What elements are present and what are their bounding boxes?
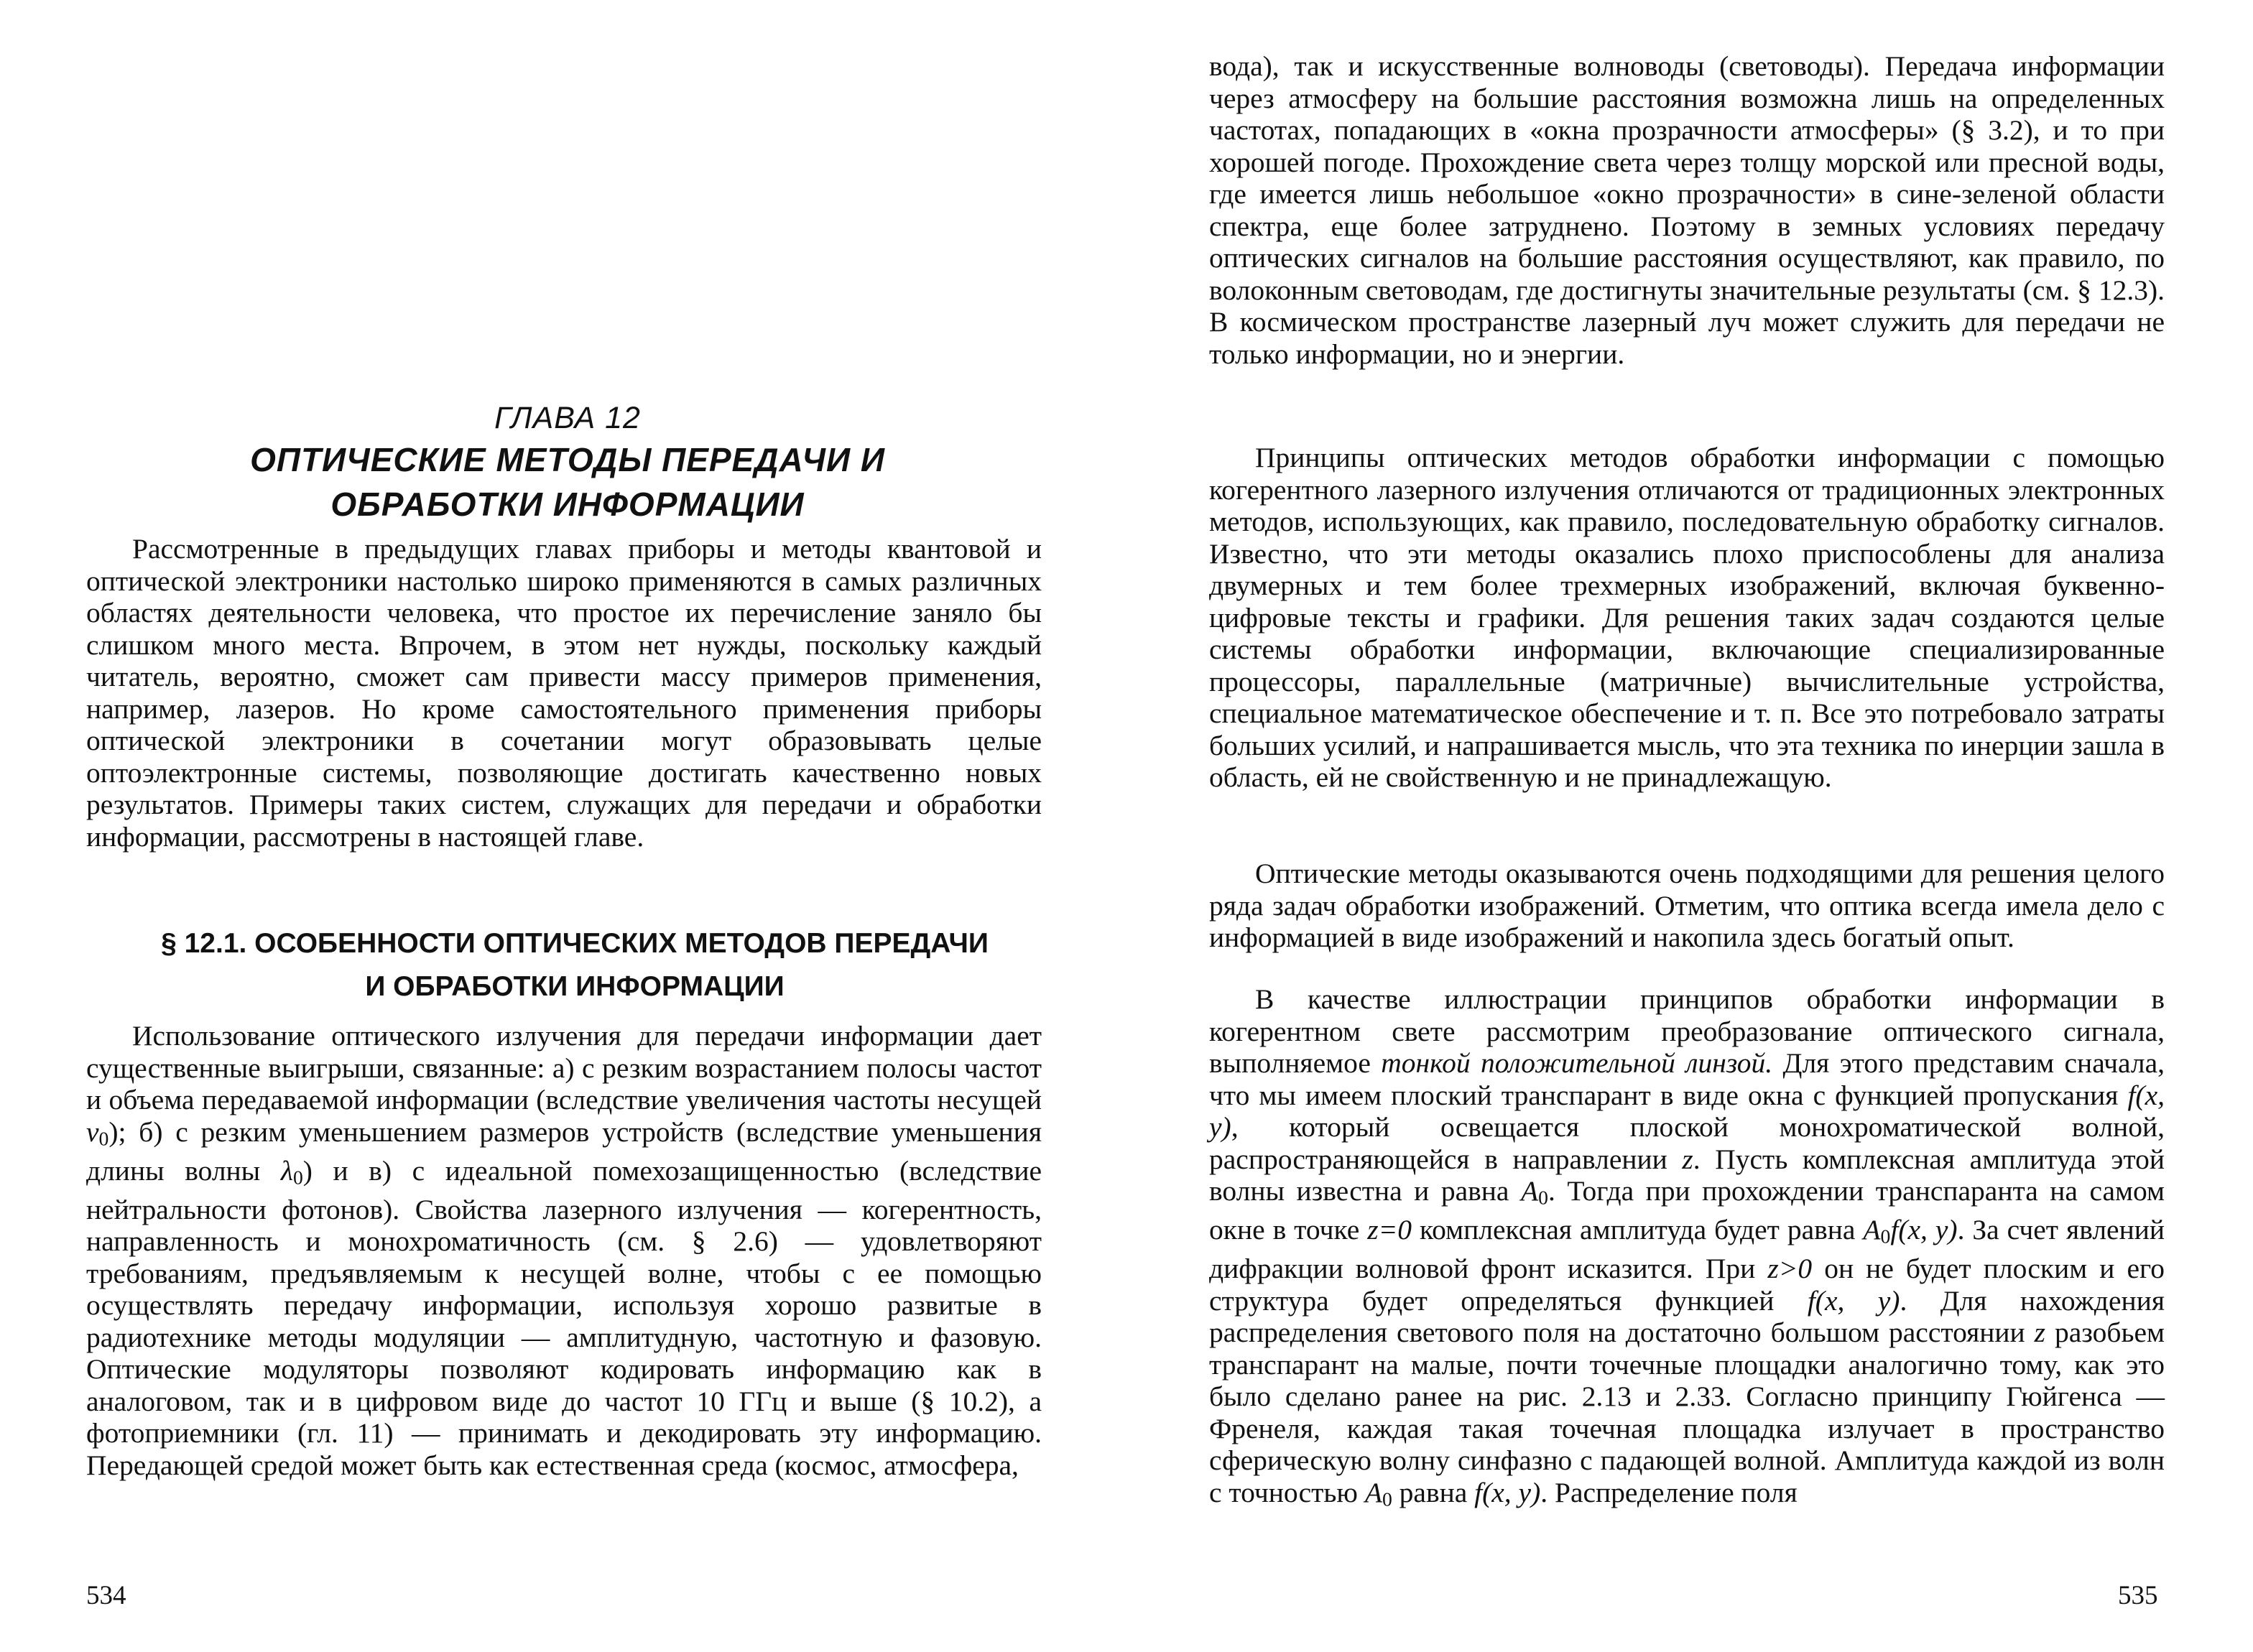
lambda0-symbol: λ (280, 1154, 293, 1187)
processing-principles-paragraph: Принципы оптических методов обработки информации с помощью когерентного лазерного излучения отличаются от традиционных электронных методов, использующих, как правило, последовательную обработку сигналов. Известно, что эти методы оказались плохо приспособлены для анализа двумерных и тем более трехмерных изображений, включая буквенно-цифровые тексты и графики. Для решения таких задач создаются целые системы обработки информации, включающие специализированные процессоры, параллельные (матричные) вычислительные устройства, специальное математическое обеспечение и т. п. Все это потребовало затраты больших усилий, и напрашивается мысль, что эта техника по инерции зашла в область, ей не свойственную и не принадлежащую. (1209, 442, 2165, 793)
p4-text-6: комплексная амплитуда будет равна (1411, 1214, 1864, 1246)
z-equals-zero: z=0 (1367, 1214, 1412, 1246)
page-number-right: 535 (2118, 1581, 2158, 1610)
thin-lens-term: тонкой положительной линзой. (1381, 1047, 1773, 1079)
body-text-1: Использование оптического излучения для передачи информации дает существенные выигрыши, связанные: а) с резким возрастанием полосы частот и объема передаваемой информации (вследствие увеличения частоты несущей (86, 1020, 1042, 1115)
page-number-left: 534 (86, 1581, 126, 1610)
p4-text-8: он не будет плоским и его структура будет определяться функцией (1209, 1253, 2165, 1317)
a0-symbol: A (1364, 1476, 1382, 1508)
section-heading (108, 922, 1042, 1008)
p4-text-4: . Пусть комплексная амплитуда этой волны известна и равна (1209, 1143, 2165, 1207)
continuation-paragraph: вода), так и искусственные волноводы (световоды). Передача информации через атмосферу на большие расстояния возможна лишь на определенных частотах, попадающих в «окна прозрачности атмосферы» (§ 3.2), и то при хорошей погоде. Прохождение света через толщу морской или пресной воды, где имеется лишь небольшое «окно прозрачности» в сине-зеленой области спектра, еще более затруднено. Поэтому в земных условиях передачу оптических сигналов на большие расстояния осуществляют, как правило, по волоконным световодам, где достигнуты значительные результаты (см. § 12.3). В космическом пространстве лазерный луч может служить для передачи не только информации, но и энергии. (1209, 50, 2165, 370)
p4-text-5: . Тогда при прохождении транспаранта на самом окне в точке (1209, 1175, 2165, 1246)
a0-subscript: 0 (1538, 1186, 1548, 1209)
fxy-formula: f(x, y) (1209, 1079, 2165, 1143)
p4-text-3: , который освещается плоской монохроматической волной, распространяющейся в направлении (1209, 1111, 2165, 1175)
chapter-title-line-1: ОПТИЧЕСКИЕ МЕТОДЫ ПЕРЕДАЧИ И (250, 441, 885, 478)
z-greater-zero: z>0 (1767, 1253, 1813, 1285)
fxy-formula: f(x, y) (1890, 1214, 1958, 1246)
p4-text-1: В качестве иллюстрации принципов обработки информации в когерентном свете рассмотрим преобразование оптического сигнала, выполняемое (1209, 983, 2165, 1079)
p4-text-7: . За счет явлений дифракции волновой фронт исказится. При (1209, 1214, 2165, 1285)
fxy-formula: f(x, y) (1807, 1284, 1900, 1317)
z-symbol: z (1682, 1143, 1693, 1175)
chapter-title-line-2: ОБРАБОТКИ ИНФОРМАЦИИ (330, 486, 805, 523)
body-paragraph (86, 1020, 1042, 1481)
a0-symbol: A (1520, 1175, 1539, 1207)
chapter-label: ГЛАВА 12 (494, 401, 641, 435)
p4-text-10: разобьем транспарант на малые, почти точечные площадки аналогично тому, как это было сделано ранее на рис. 2.13 и 2.33. Согласно принципу Гюйгенса — Френеля, каждая такая точечная площадка излучает в пространство сферическую волну синфазно с падающей волной. Амплитуда каждой из волн с точностью (1209, 1317, 2165, 1508)
left-page (0, 0, 1126, 1652)
a0-subscript: 0 (1880, 1225, 1891, 1248)
body-text-2: ); б) с резким уменьшением размеров устройств (вследствие уменьшения длины волны (86, 1115, 1042, 1187)
intro-paragraph: Рассмотренные в предыдущих главах приборы и методы квантовой и оптической электроники настолько широко применяются в самых различных областях деятельности человека, что простое их перечисление заняло бы слишком много места. Впрочем, в этом нет нужды, поскольку каждый читатель, вероятно, сможет сам привести массу примеров применения, например, лазеров. Но кроме самостоятельного применения приборы оптической электроники в сочетании могут образовывать целые оптоэлектронные системы, позволяющие достигать качественно новых результатов. Примеры таких систем, служащих для передачи и обработки информации, рассмотрены в настоящей главе. (86, 533, 1042, 853)
chapter-heading (86, 399, 1049, 526)
optical-methods-paragraph: Оптические методы оказываются очень подходящими для решения целого ряда задач обработки изображений. Отметим, что оптика всегда имела дело с информацией в виде изображений и накопила здесь богатый опыт. (1209, 858, 2165, 953)
a0-subscript: 0 (1382, 1488, 1392, 1511)
a0-symbol: A (1863, 1214, 1881, 1246)
p4-text-11: равна (1392, 1476, 1475, 1508)
section-heading-line-2: И ОБРАБОТКИ ИНФОРМАЦИИ (365, 971, 785, 1002)
section-heading-line-1: § 12.1. ОСОБЕННОСТИ ОПТИЧЕСКИХ МЕТОДОВ ПЕРЕДАЧИ (161, 928, 989, 959)
p4-text-9: . Для нахождения распределения светового поля на достаточно большом расстоянии (1209, 1284, 2165, 1349)
p4-text-2: Для этого представим сначала, что мы имеем плоский транспарант в виде окна с функцией пропускания (1209, 1047, 2165, 1111)
p4-text-12: . Распределение поля (1540, 1476, 1798, 1508)
z-symbol: z (2034, 1317, 2046, 1349)
nu0-symbol: ν (86, 1115, 99, 1148)
lambda0-subscript: 0 (292, 1166, 303, 1189)
right-page (1126, 0, 2253, 1652)
fxy-formula: f(x, y) (1474, 1476, 1541, 1508)
lens-transform-paragraph (1209, 983, 2165, 1516)
body-text-3: ) и в) с идеальной помехозащищенностью (вследствие нейтральности фотонов). Свойства лазерного излучения — когерентность, направленность и монохроматичность (см. § 2.6) — удовлетворяют требованиям, предъявляемым к несущей волне, чтобы с ее помощью осуществлять передачу информации, используя хорошо развитые в радиотехнике методы модуляции — амплитудную, частотную и фазовую. Оптические модуляторы позволяют кодировать информацию как в аналоговом, так и в цифровом виде до частот 10 ГГц и выше (§ 10.2), а фотоприемники (гл. 11) — принимать и декодировать эту информацию. Передающей средой может быть как естественная среда (космос, атмосфера, (86, 1154, 1042, 1481)
nu0-subscript: 0 (98, 1127, 109, 1150)
